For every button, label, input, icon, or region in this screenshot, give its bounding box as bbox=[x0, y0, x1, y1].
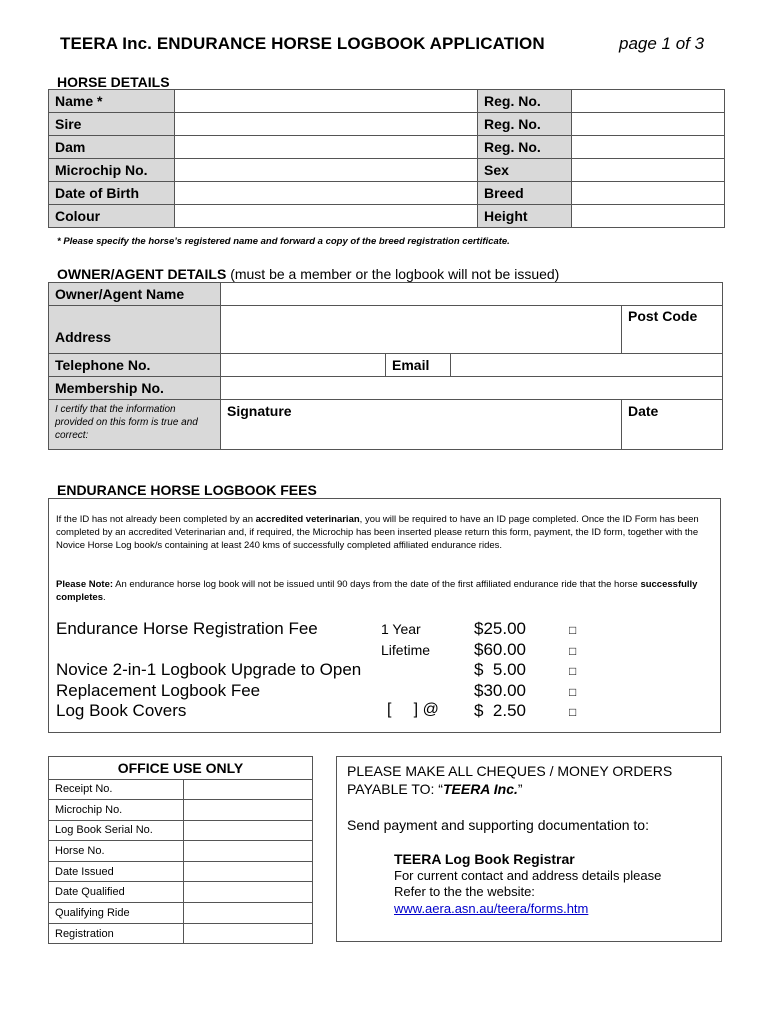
horse-row-dob bbox=[49, 182, 725, 205]
horse-row-sire bbox=[49, 113, 725, 136]
fee-registration-label: Endurance Horse Registration Fee bbox=[56, 619, 318, 638]
dam-regno-label: Reg. No. bbox=[478, 136, 572, 159]
email-field[interactable] bbox=[451, 354, 723, 377]
payment-line-6: Refer to the the website: bbox=[394, 884, 535, 899]
fee-lifetime-term: Lifetime bbox=[381, 642, 431, 658]
membership-label: Membership No. bbox=[49, 377, 221, 400]
fee-covers-label: Log Book Covers bbox=[56, 701, 187, 720]
website-link[interactable]: www.aera.asn.au/teera/forms.htm bbox=[394, 901, 589, 916]
fee-registration-term: 1 Year bbox=[381, 621, 421, 637]
owner-row-signature bbox=[49, 400, 723, 450]
sire-regno-label: Reg. No. bbox=[478, 113, 572, 136]
address-field[interactable] bbox=[221, 306, 622, 354]
colour-field[interactable] bbox=[175, 205, 478, 228]
email-label: Email bbox=[386, 354, 451, 377]
horse-row-microchip bbox=[49, 159, 725, 182]
fees-p2-end: . bbox=[103, 592, 106, 603]
certify-text: I certify that the information provided on this form is true and correct: bbox=[49, 400, 221, 450]
office-row-label: Microchip No. bbox=[49, 800, 183, 821]
payable-to-end: ” bbox=[517, 781, 523, 797]
fee-upgrade-label: Novice 2-in-1 Logbook Upgrade to Open bbox=[56, 660, 362, 679]
postcode-label[interactable]: Post Code bbox=[622, 306, 723, 354]
sire-field[interactable] bbox=[175, 113, 478, 136]
owner-row-address bbox=[49, 306, 723, 354]
dob-field[interactable] bbox=[175, 182, 478, 205]
office-row-field[interactable] bbox=[183, 820, 312, 841]
fees-p1-text: If the ID has not already been completed by an bbox=[56, 514, 256, 525]
fee-replacement-checkbox[interactable]: □ bbox=[569, 685, 577, 699]
office-row-label: Qualifying Ride bbox=[49, 903, 183, 924]
telephone-field[interactable] bbox=[221, 354, 386, 377]
horse-regno-label: Reg. No. bbox=[478, 90, 572, 113]
fees-p2-text: An endurance horse log book will not be issued until 90 days from the date of the first affiliated endurance ride that the horse bbox=[113, 579, 641, 590]
signature-field[interactable] bbox=[221, 400, 622, 450]
fee-covers-quantity[interactable]: [ ] @ bbox=[387, 701, 439, 718]
registrar-title: TEERA Log Book Registrar bbox=[394, 851, 575, 867]
owner-heading-line bbox=[57, 266, 559, 282]
sex-field[interactable] bbox=[572, 159, 725, 182]
address-label: Address bbox=[49, 306, 221, 354]
owner-row-phone bbox=[49, 354, 723, 377]
fees-p1-text-cont: , you will be required to have an ID page completed. Once the ID Form has been completed by an accredited Veterinarian and, if required, the Microchip has been inserted please return this form, payment, the ID form, together with the Novice Horse Log book/s containing at least 240 kms of successfully completed affiliated endurance rides. bbox=[56, 514, 699, 551]
horse-name-label: Name * bbox=[49, 90, 175, 113]
fee-replacement-label: Replacement Logbook Fee bbox=[56, 681, 261, 700]
owner-row-name bbox=[49, 283, 723, 306]
fee-lifetime-price: $60.00 bbox=[474, 640, 526, 659]
fees-heading: ENDURANCE HORSE LOGBOOK FEES bbox=[57, 482, 317, 498]
fees-paragraph-2 bbox=[56, 578, 716, 604]
office-row-label: Receipt No. bbox=[49, 779, 183, 800]
owner-details-table bbox=[48, 282, 723, 450]
height-field[interactable] bbox=[572, 205, 725, 228]
fees-box bbox=[48, 498, 721, 733]
sire-regno-field[interactable] bbox=[572, 113, 725, 136]
fee-replacement-price: $30.00 bbox=[474, 681, 526, 700]
office-row-label: Registration bbox=[49, 923, 183, 944]
signature-label: Signature bbox=[227, 403, 292, 419]
height-label: Height bbox=[478, 205, 572, 228]
horse-note: * Please specify the horse’s registered name and forward a copy of the breed registration certificate. bbox=[57, 236, 510, 247]
membership-field[interactable] bbox=[221, 377, 723, 400]
office-use-table bbox=[49, 757, 312, 944]
fee-lifetime-checkbox[interactable]: □ bbox=[569, 644, 577, 658]
horse-row-dam bbox=[49, 136, 725, 159]
fees-p2-bold-2: successfully completes bbox=[56, 579, 698, 603]
office-row-field[interactable] bbox=[183, 923, 312, 944]
fee-covers-checkbox[interactable]: □ bbox=[569, 705, 577, 719]
breed-label: Breed bbox=[478, 182, 572, 205]
fee-upgrade-checkbox[interactable]: □ bbox=[569, 664, 577, 678]
office-row-field[interactable] bbox=[183, 903, 312, 924]
owner-heading-note: (must be a member or the logbook will not be issued) bbox=[230, 266, 560, 282]
office-row-field[interactable] bbox=[183, 841, 312, 862]
horse-regno-field[interactable] bbox=[572, 90, 725, 113]
colour-label: Colour bbox=[49, 205, 175, 228]
owner-name-field[interactable] bbox=[221, 283, 723, 306]
breed-field[interactable] bbox=[572, 182, 725, 205]
horse-details-heading: HORSE DETAILS bbox=[57, 74, 170, 90]
payable-to-text: PAYABLE TO: “ bbox=[347, 781, 443, 797]
office-row-field[interactable] bbox=[183, 882, 312, 903]
horse-row-name bbox=[49, 90, 725, 113]
owner-name-label: Owner/Agent Name bbox=[49, 283, 221, 306]
microchip-field[interactable] bbox=[175, 159, 478, 182]
form-title: TEERA Inc. ENDURANCE HORSE LOGBOOK APPLICATION bbox=[60, 34, 545, 53]
payment-box bbox=[336, 756, 722, 942]
page-number: page 1 of 3 bbox=[619, 34, 705, 53]
microchip-label: Microchip No. bbox=[49, 159, 175, 182]
sex-label: Sex bbox=[478, 159, 572, 182]
horse-name-field[interactable] bbox=[175, 90, 478, 113]
office-row-field[interactable] bbox=[183, 779, 312, 800]
owner-row-membership bbox=[49, 377, 723, 400]
owner-heading: OWNER/AGENT DETAILS bbox=[57, 266, 227, 282]
office-use-box bbox=[48, 756, 313, 944]
dam-field[interactable] bbox=[175, 136, 478, 159]
horse-row-colour bbox=[49, 205, 725, 228]
dam-regno-field[interactable] bbox=[572, 136, 725, 159]
sire-label: Sire bbox=[49, 113, 175, 136]
date-label: Date bbox=[628, 403, 659, 419]
fee-registration-price: $25.00 bbox=[474, 619, 526, 638]
payment-line-3: Send payment and supporting documentation to: bbox=[347, 817, 649, 833]
payment-line-2 bbox=[347, 781, 523, 797]
office-row-field[interactable] bbox=[183, 800, 312, 821]
office-use-heading: OFFICE USE ONLY bbox=[49, 757, 312, 779]
fees-p2-bold: Please Note: bbox=[56, 579, 114, 590]
office-row-label: Log Book Serial No. bbox=[49, 820, 183, 841]
date-field[interactable] bbox=[622, 400, 723, 450]
office-row-label: Date Qualified bbox=[49, 882, 183, 903]
fees-p1-bold: accredited veterinarian bbox=[255, 514, 360, 525]
payment-line-1: PLEASE MAKE ALL CHEQUES / MONEY ORDERS bbox=[347, 763, 673, 779]
horse-details-table bbox=[48, 89, 725, 228]
office-row-field[interactable] bbox=[183, 861, 312, 882]
fee-registration-checkbox[interactable]: □ bbox=[569, 623, 577, 637]
dob-label: Date of Birth bbox=[49, 182, 175, 205]
dam-label: Dam bbox=[49, 136, 175, 159]
payee-name: TEERA Inc. bbox=[442, 781, 518, 797]
telephone-label: Telephone No. bbox=[49, 354, 221, 377]
office-row-label: Date Issued bbox=[49, 861, 183, 882]
office-row-label: Horse No. bbox=[49, 841, 183, 862]
fee-covers-price: $ 2.50 bbox=[474, 701, 526, 720]
fee-upgrade-price: $ 5.00 bbox=[474, 660, 526, 679]
fees-paragraph-1 bbox=[56, 513, 716, 552]
payment-line-5: For current contact and address details please bbox=[394, 868, 662, 883]
